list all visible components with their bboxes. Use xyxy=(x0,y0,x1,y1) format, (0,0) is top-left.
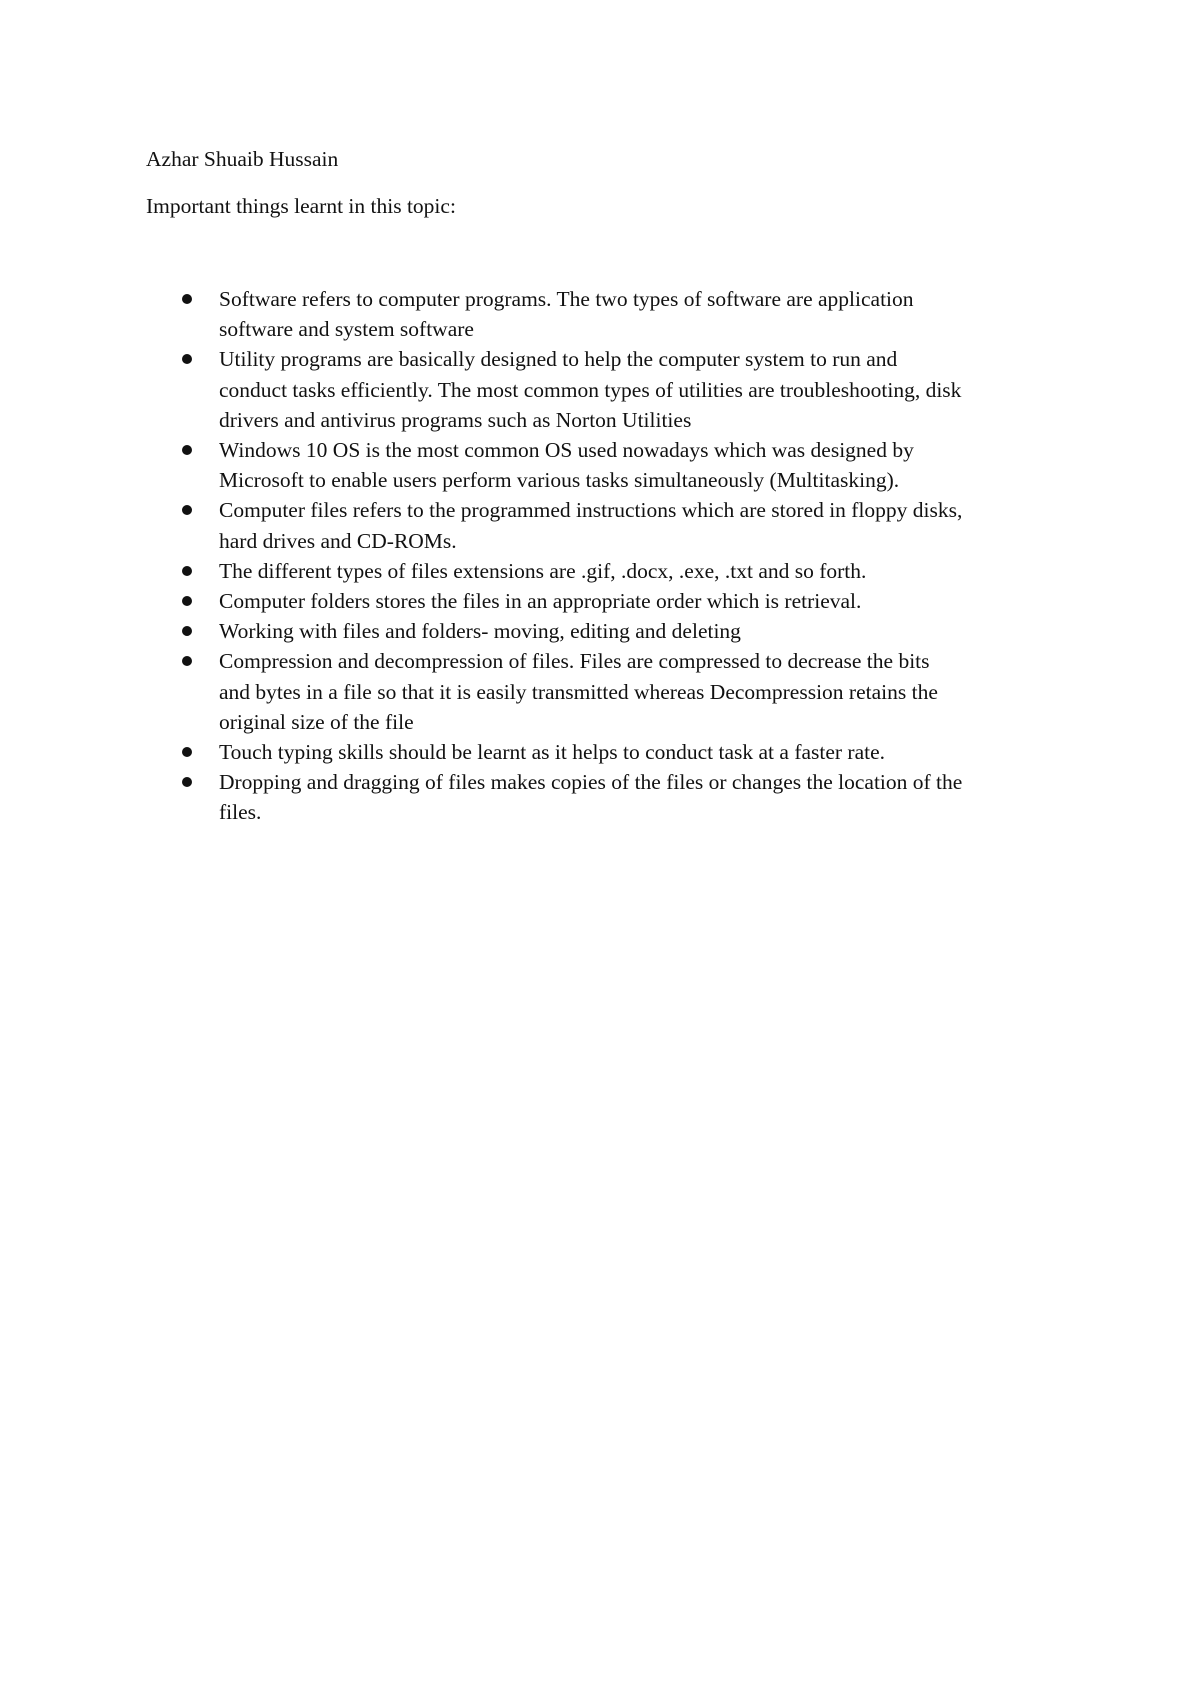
intro-heading: Important things learnt in this topic: xyxy=(146,194,456,218)
bullet-line: Microsoft to enable users perform various tasks simultaneously (Multitasking). xyxy=(219,468,900,493)
bullet-item-touch-typing xyxy=(146,737,1076,767)
bullet-item-compression xyxy=(146,646,1076,737)
bullet-item-computer-folders xyxy=(146,586,1076,616)
bullet-icon xyxy=(182,777,192,787)
bullet-line: Software refers to computer programs. The two types of software are application xyxy=(219,287,914,311)
author-name: Azhar Shuaib Hussain xyxy=(146,147,339,171)
bullet-line: Windows 10 OS is the most common OS used nowadays which was designed by xyxy=(219,438,914,463)
bullet-icon xyxy=(182,626,192,636)
bullet-icon xyxy=(182,596,192,606)
bullet-icon xyxy=(182,445,192,455)
bullet-item-file-extensions xyxy=(146,556,1076,586)
bullet-line: files. xyxy=(219,800,262,825)
bullet-item-software xyxy=(146,284,1076,344)
bullet-line: The different types of files extensions are .gif, .docx, .exe, .txt and so forth. xyxy=(219,558,867,583)
bullet-item-drag-and-drop xyxy=(146,767,1076,827)
bullet-line: Dropping and dragging of files makes copies of the files or changes the location of the xyxy=(219,770,963,795)
bullet-line: hard drives and CD-ROMs. xyxy=(219,528,457,553)
bullet-line: original size of the file xyxy=(219,709,414,734)
bullet-line: Computer folders stores the files in an appropriate order which is retrieval. xyxy=(219,589,862,614)
bullet-line: Working with files and folders- moving, editing and deleting xyxy=(219,619,741,644)
bullet-line: software and system software xyxy=(219,317,474,342)
bullet-line: Computer files refers to the programmed instructions which are stored in floppy disks, xyxy=(219,498,963,523)
bullet-line: drivers and antivirus programs such as Norton Utilities xyxy=(219,407,692,432)
bullet-icon xyxy=(182,505,192,515)
bullet-line: and bytes in a file so that it is easily transmitted whereas Decompression retains the xyxy=(219,679,938,704)
bullet-line: Compression and decompression of files. Files are compressed to decrease the bits xyxy=(219,649,930,674)
bullet-line: conduct tasks efficiently. The most common types of utilities are troubleshooting, disk xyxy=(219,377,962,402)
bullet-item-utility-programs xyxy=(146,344,1076,435)
bullet-icon xyxy=(182,294,192,304)
bullet-item-files-and-folders xyxy=(146,616,1076,646)
bullet-list xyxy=(146,284,1076,828)
bullet-line: Touch typing skills should be learnt as it helps to conduct task at a faster rate. xyxy=(219,740,886,765)
bullet-item-windows-os xyxy=(146,435,1076,495)
bullet-icon xyxy=(182,747,192,757)
bullet-icon xyxy=(182,656,192,666)
bullet-line: Utility programs are basically designed to help the computer system to run and xyxy=(219,347,898,372)
bullet-icon xyxy=(182,354,192,364)
bullet-icon xyxy=(182,566,192,576)
bullet-item-computer-files xyxy=(146,495,1076,555)
